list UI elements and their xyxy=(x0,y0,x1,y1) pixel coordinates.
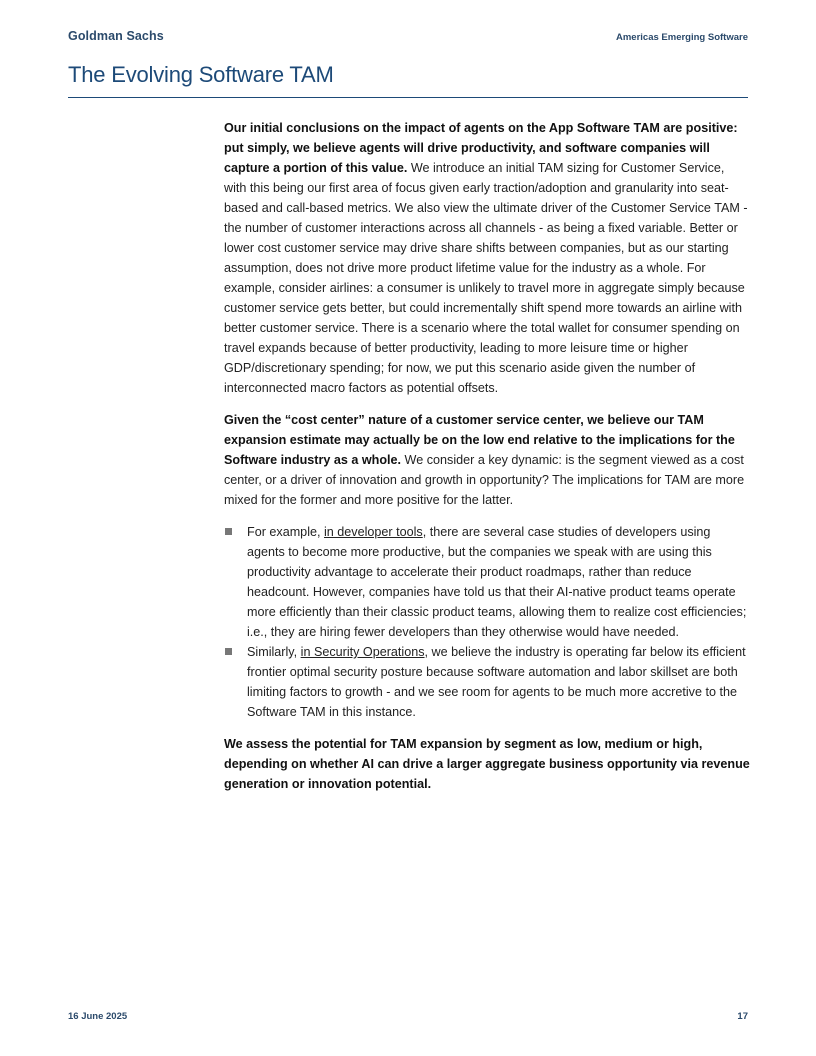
paragraph-text: We consider a key dynamic: is the segment viewed as a cost center, or a driver of innovation and growth in opportunity? The implications for TAM are more mixed for the former and more positive for the latter. xyxy=(224,453,745,507)
bullet-text-post: , there are several case studies of developers using agents to become more productive, but the companies we speak with are using this productivity advantage to accelerate their product roadmaps, rather than reduce headcount. However, companies have told us that their AI-native product teams operate more efficiently than their classic product teams, allowing them to realize cost efficiencies; i.e., they are hiring fewer developers than they otherwise would have needed. xyxy=(247,525,747,639)
paragraph xyxy=(224,118,750,398)
bullet-text-post: , we believe the industry is operating far below its efficient frontier optimal security posture because software automation and labor skillset are both limiting factors to growth - and we see room for agents to be much more accretive to the Software TAM in this instance. xyxy=(247,645,746,719)
page-title: The Evolving Software TAM xyxy=(68,62,334,87)
paragraph-lead: Given the “cost center” nature of a customer service center, we believe our TAM expansion estimate may actually be on the low end relative to the implications for the Software industry as a whole. xyxy=(224,413,735,467)
bullet-text-pre: Similarly, xyxy=(247,645,301,659)
square-bullet-icon xyxy=(225,528,232,535)
closing-paragraph xyxy=(224,734,750,794)
square-bullet-icon xyxy=(225,648,232,655)
header-brand: Goldman Sachs xyxy=(68,29,164,43)
header-section: Americas Emerging Software xyxy=(616,32,748,43)
page-number: 17 xyxy=(737,1011,748,1022)
paragraph-text: We introduce an initial TAM sizing for Customer Service, with this being our first area of focus given early traction/adoption and granularity into seat-based and call-based metrics. We also view the ultimate driver of the Customer Service TAM - the number of customer interactions across all channels - as being a fixed variable. Better or lower cost customer service may drive share shifts between companies, but as our starting assumption, does not drive more product lifetime value for the industry as a whole. For example, consider airlines: a consumer is unlikely to travel more in aggregate simply because customer service gets better, but could incrementally shift spend more towards an airline with better customer service. There is a scenario where the total wallet for consumer spending on travel expands because of better productivity, leading to more leisure time or higher GDP/discretionary spending; for now, we put this scenario aside given the number of interconnected macro factors as potential offsets. xyxy=(224,161,748,395)
security-operations-link[interactable]: in Security Operations xyxy=(300,645,425,659)
bullet-item xyxy=(224,522,750,642)
paragraph xyxy=(224,410,750,510)
bullet-item xyxy=(224,642,750,722)
developer-tools-link[interactable]: in developer tools xyxy=(324,525,423,539)
footer-date: 16 June 2025 xyxy=(68,1011,128,1022)
bullet-text-pre: For example, xyxy=(247,525,324,539)
bullet-list xyxy=(224,522,750,722)
body-text xyxy=(224,118,750,806)
paragraph-lead: Our initial conclusions on the impact of agents on the App Software TAM are positive: put simply, we believe agents will drive productivity, and software companies will capture a portion of this value. xyxy=(224,121,738,175)
title-divider xyxy=(68,97,748,98)
closing-text: We assess the potential for TAM expansion by segment as low, medium or high, depending on whether AI can drive a larger aggregate business opportunity via revenue generation or innovation potential. xyxy=(224,737,750,791)
